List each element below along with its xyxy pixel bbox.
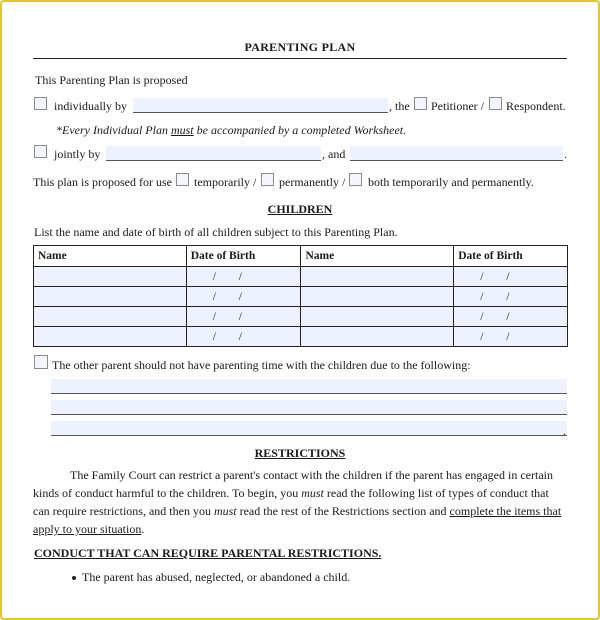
children-instruction: List the name and date of birth of all children subject to this Parenting Plan.	[34, 225, 398, 239]
child-name-field[interactable]	[301, 287, 454, 307]
restrictions-line-2: kinds of conduct harmful to the children. To begin, you must read the following list of types of conduct that	[33, 486, 549, 500]
title-divider	[33, 58, 567, 59]
individually-label: individually by	[54, 99, 127, 113]
individually-checkbox[interactable]	[34, 97, 47, 110]
column-header-name: Name	[301, 246, 454, 267]
child-dob-field[interactable]: / /	[454, 287, 568, 307]
respondent-checkbox[interactable]	[489, 97, 502, 110]
reason-end-period: .	[563, 424, 566, 438]
other-parent-checkbox[interactable]	[34, 355, 48, 369]
both-checkbox[interactable]	[349, 173, 362, 186]
use-label: This plan is proposed for use	[33, 175, 172, 189]
restrictions-line-4: apply to your situation.	[33, 522, 145, 536]
reason-line-1[interactable]	[51, 379, 567, 394]
proposed-intro: This Parenting Plan is proposed	[35, 73, 188, 87]
permanently-checkbox[interactable]	[261, 173, 274, 186]
table-row	[34, 307, 568, 327]
table-row	[34, 327, 568, 347]
conduct-heading: CONDUCT THAT CAN REQUIRE PARENTAL RESTRICTIONS.	[34, 546, 382, 560]
temporarily-checkbox[interactable]	[176, 173, 189, 186]
child-dob-field[interactable]: / /	[454, 307, 568, 327]
table-row	[34, 267, 568, 287]
jointly-checkbox[interactable]	[34, 145, 47, 158]
child-name-field[interactable]	[301, 327, 454, 347]
child-name-field[interactable]	[34, 267, 187, 287]
individually-the-text: , the	[389, 99, 410, 113]
child-dob-field[interactable]: / /	[454, 267, 568, 287]
children-table	[33, 245, 568, 347]
reason-line-2[interactable]	[51, 400, 567, 415]
other-parent-text: The other parent should not have parenting time with the children due to the following:	[52, 358, 471, 372]
child-dob-field[interactable]: / /	[186, 307, 301, 327]
reason-line-3[interactable]	[51, 421, 567, 436]
child-name-field[interactable]	[34, 307, 187, 327]
child-name-field[interactable]	[34, 287, 187, 307]
child-dob-field[interactable]: / /	[186, 287, 301, 307]
petitioner-label: Petitioner /	[431, 99, 484, 113]
conduct-item-1: The parent has abused, neglected, or abandoned a child.	[82, 570, 351, 584]
child-dob-field[interactable]: / /	[186, 327, 301, 347]
child-dob-field[interactable]: / /	[186, 267, 301, 287]
children-table-header	[34, 246, 568, 267]
jointly-end-period: .	[564, 147, 567, 161]
jointly-name-field-1[interactable]	[106, 146, 321, 161]
apply-situation-link: apply to your situation	[33, 522, 142, 536]
child-name-field[interactable]	[301, 267, 454, 287]
jointly-and-text: , and	[322, 147, 346, 161]
bullet-marker	[72, 576, 76, 580]
jointly-name-field-2[interactable]	[350, 146, 563, 161]
temporarily-label: temporarily /	[194, 175, 257, 189]
jointly-label: jointly by	[54, 147, 101, 161]
table-row	[34, 287, 568, 307]
restrictions-heading: RESTRICTIONS	[254, 446, 346, 460]
children-heading: CHILDREN	[267, 202, 333, 216]
column-header-dob: Date of Birth	[186, 246, 301, 267]
child-name-field[interactable]	[301, 307, 454, 327]
petitioner-checkbox[interactable]	[414, 97, 427, 110]
restrictions-line-3: can require restrictions, and then you must read the rest of the Restrictions section and complete the items that	[33, 504, 562, 518]
child-name-field[interactable]	[34, 327, 187, 347]
column-header-dob: Date of Birth	[454, 246, 568, 267]
child-dob-field[interactable]: / /	[454, 327, 568, 347]
column-header-name: Name	[34, 246, 187, 267]
restrictions-line-1: The Family Court can restrict a parent's contact with the children if the parent has engaged in certain	[70, 468, 553, 482]
permanently-label: permanently /	[279, 175, 346, 189]
individually-name-field[interactable]	[133, 98, 388, 113]
worksheet-note: *Every Individual Plan must be accompanied by a completed Worksheet.	[56, 123, 407, 137]
both-label: both temporarily and permanently.	[368, 175, 534, 189]
respondent-label: Respondent.	[506, 99, 566, 113]
document-title: PARENTING PLAN	[244, 40, 356, 54]
complete-items-link: complete the items that	[449, 504, 562, 518]
